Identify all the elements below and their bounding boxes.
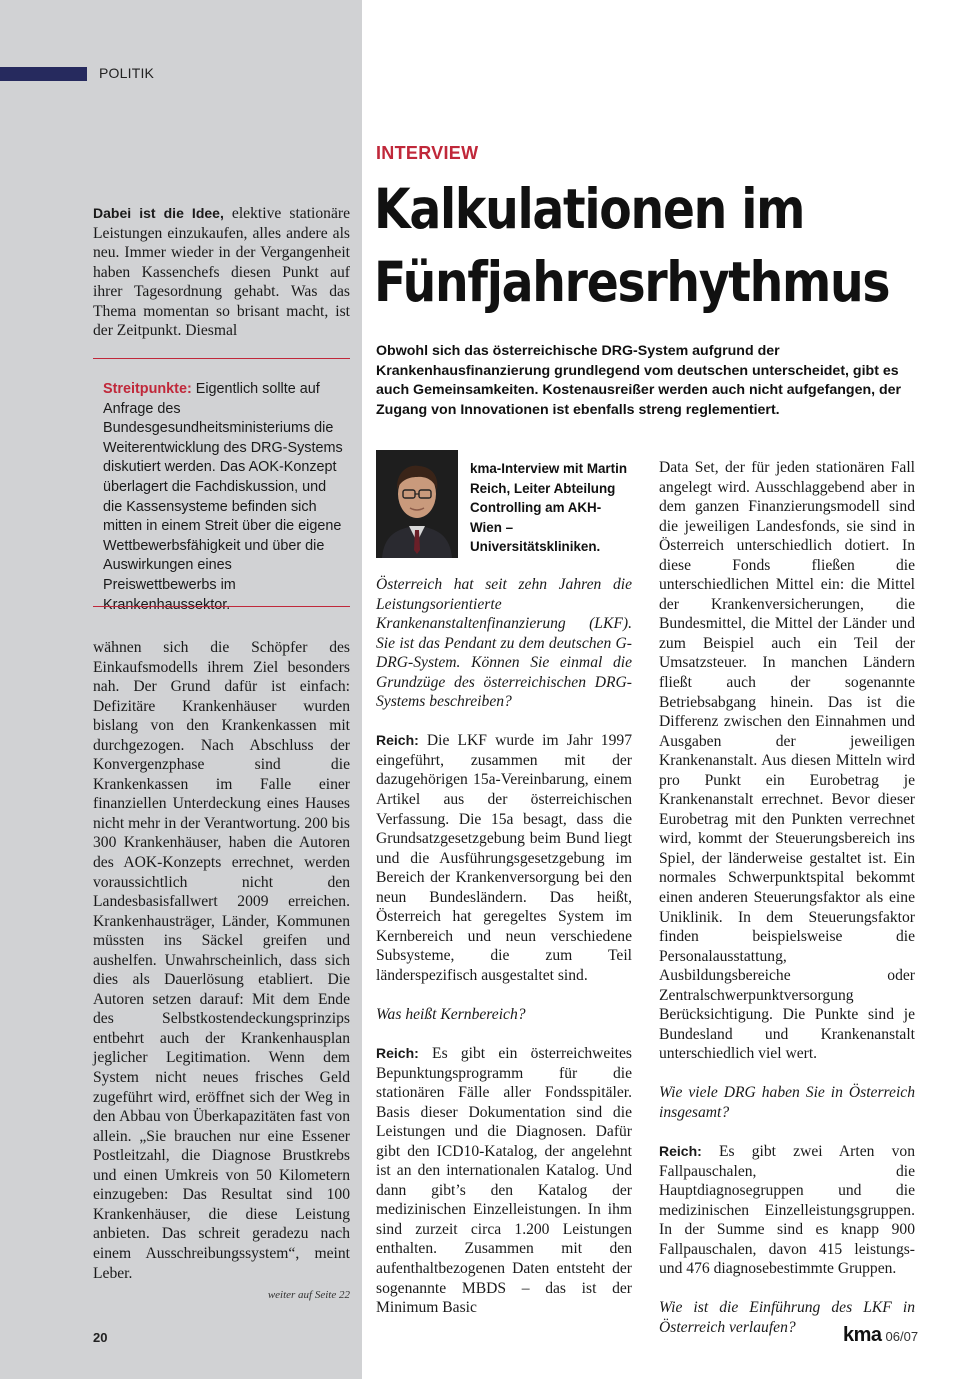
page-number: 20	[93, 1330, 108, 1345]
answer-2	[376, 1044, 632, 1318]
question-1: Österreich hat seit zehn Jahren die Leistungsorientierte Krankenanstaltenfinanzierung (LKF). Sie ist das Pendant zu dem deutschen G-DRG-System. Können Sie einmal die Grundzüge des österreichischen DRG-Systems beschreiben?	[376, 576, 632, 711]
article-headline	[374, 173, 890, 319]
sidebar-continued-text: wähnen sich die Schöpfer des Einkaufsmodells ihrem Ziel besonders nah. Der Grund dafür ist einfach: Defizitäre Krankenhäuser wurden bislang von den Krankenkassen mit durchgezogen. Nach Abschluss der Konvergenzphase sind die Krankenkassen im Falle einer finanziellen Unterdeckung eines Hauses nicht mehr in der Verantwortung. 200 bis 300 Krankenhäuser, haben die Autoren des AOK-Konzepts errechnet, werden voraussichtlich nicht den Landesbasisfallwert 2009 erreichen. Krankenhausträger, Länder, Kommunen müssten ins Säckel greifen und aushelfen. Unwahrscheinlich, dass sich dies als Dauerlösung etabliert. Die Autoren setzen darauf: Mit dem Ende des Selbstkostendeckungsprinzips entbehrt auch der Krankenhausplan jeglicher Legitimation. Wenn dem System nicht neues frisches Geld zugeführt wird, eröffnet sich der Weg in den Abbau von Überkapazitäten fast von allein. „Sie brauchen nur eine Essener Postleitzahl, die Diagnose Brustkrebs und einen Umkreis von 50 Kilometern einzugeben: Das Resultat sind 100 Krankenhäuser, die diese Leistung anbieten. Das schreit geradezu nach einem Ausschreibungssystem“, meint Leber.	[93, 639, 350, 1282]
continued-on-page-link[interactable]: weiter auf Seite 22	[267, 1289, 350, 1301]
box-body: Eigentlich sollte auf Anfrage des Bundesgesundheitsministeriums die Weiterentwicklung des DRG-Systems diskutiert werden. Das AOK-Konzept überlagert die Fachdiskussion, und die Kassensysteme befinden sich mitten in einem Streit über die eigene Wettbewerbsfähigkeit und über die Auswirkungen eines Preiswettbewerbs im Krankenhaussektor.	[103, 381, 343, 613]
article-deck: Obwohl sich das österreichische DRG-System aufgrund der Krankenhausfinanzierung grundlegend vom deutschen unterscheidet, gibt es auch Gemeinsamkeiten. Kostenausreißer werden auch nicht aufgefangen, der Zugang von Innovationen ist ebenfalls streng reglementiert.	[376, 343, 902, 418]
portrait-caption: kma-Interview mit Martin Reich, Leiter Abteilung Controlling am AKH-Wien – Universitätskliniken.	[470, 461, 628, 554]
headline-line-1: Kalkulationen im	[374, 177, 805, 241]
article-kicker: INTERVIEW	[376, 143, 479, 163]
question-3: Wie viele DRG haben Sie in Österreich insgesamt?	[659, 1084, 915, 1121]
box-bottom-rule	[93, 606, 350, 607]
section-label: POLITIK	[99, 65, 155, 81]
sidebar-intro-lead: Dabei ist die Idee,	[93, 205, 224, 221]
interviewee-portrait-photo	[376, 450, 458, 558]
answer-2-continued: Data Set, der für jeden stationären Fall angelegt wird. Ausschlaggebend aber in dem ganzen Finanzierungsmodell sind die jeweiligen Landesfonds, sie sind in Österreich unterschiedlich dotiert. In diese Fonds fließen die unterschiedlichen Mittel ein: die Mittel der Krankenversicherungen, die Bundesmittel, die Mittel der Länder und zum Beispiel auch ein Teil der Umsatzsteuer. In manchen Ländern fließt auch der sogenannte Betriebsabgang hinein. Das ist die Differenz zwischen den Einnahmen und Ausgaben der jeweiligen Krankenanstalt. Aus diesen Mitteln wird pro Punkt ein Eurobetrag je Krankenanstalt errechnet. Bevor dieser Eurobetrag mit den Punkten verrechnet wird, kommt der Steuerungsbereich ins Spiel, der länderweise gestaltet ist. Ein normales Schwerpunktspital bekommt einen anderen Steuerungsfaktor als eine Uniklinik. In dem Steuerungsfaktor finden beispielsweise die Personalausstattung, Ausbildungsbereiche oder Zentralschwerpunktversorgung Berücksichtigung. Die Punkte sind je Bundesland und Krankenanstalt unterschiedlich viel wert.	[659, 459, 915, 1063]
question-4: Wie ist die Einführung des LKF in Österreich verlaufen?	[659, 1299, 915, 1336]
sidebar-intro-paragraph	[93, 204, 350, 341]
section-marker-bar	[0, 67, 87, 81]
question-2: Was heißt Kernbereich?	[376, 1005, 526, 1023]
speaker-label: Reich:	[376, 732, 419, 749]
sidebar-continued-paragraph	[93, 638, 350, 1283]
portrait-illustration	[376, 450, 458, 558]
answer-3-text: Es gibt zwei Arten von Fallpauschalen, die Hauptdiagnosegruppen und die medizinischen Einzelleistungsgruppen. In der Summe sind es knapp 900 Fallpauschalen, davon 415 leistungs- und 476 diagnosebestimmte Gruppen.	[659, 1143, 915, 1278]
issue-number: 06/07	[885, 1329, 919, 1344]
sidebar-intro-text: elektive stationäre Leistungen einzukaufen, alles andere als neu. Immer wieder in der Vergangenheit haben Kassenchefs diesen Punkt auf ihrer Tagesordnung gehabt. Was das Thema momentan so brisant macht, ist der Zeitpunkt. Diesmal	[93, 205, 350, 340]
interview-column-middle	[376, 575, 632, 1318]
box-label: Streitpunkte:	[103, 381, 192, 397]
answer-3	[659, 1142, 915, 1279]
answer-1-text: Die LKF wurde im Jahr 1997 eingeführt, zusammen mit der dazugehörigen 15a-Vereinbarung, einem Artikel aus der österreichischen Verfassung. Die 15a besagt, dass die Grundsatzgesetzgebung beim Bund liegt und die Ausführungsgesetzgebung im Bereich der Krankenversorgung bei den neun Bundesländern. Das heißt, Österreich hat geregeltes System im Kernbereich und neun verschiedene Subsysteme, die zum Teil länderspezifisch ausgestaltet sind.	[376, 732, 632, 984]
headline-line-2: Fünfjahresrhythmus	[374, 250, 890, 314]
box-top-rule	[93, 358, 350, 359]
answer-1	[376, 731, 632, 985]
speaker-label: Reich:	[376, 1044, 419, 1061]
interview-column-right	[659, 458, 915, 1337]
brand-logo: kma	[843, 1324, 882, 1346]
streitpunkte-box	[103, 380, 348, 615]
footer-publication	[843, 1324, 918, 1347]
speaker-label: Reich:	[659, 1143, 702, 1160]
answer-2-text: Es gibt ein österreichweites Bepunktungsprogramm für die stationären Fälle aller Fondsspitäler. Basis dieser Dokumentation sind die Leistungen und die Diagnosen. Dafür gibt den ICD10-Katalog, der angelehnt ist an den internationalen Katalog. Und dann gibt’s den Katalog der medizinischen Einzelleistungen. In ihm sind zurzeit circa 1.200 Leistungen enthalten. Zusammen mit den aufenthaltbezogenen Daten entsteht der sogenannte MBDS – das ist der Minimum Basic	[376, 1044, 632, 1317]
